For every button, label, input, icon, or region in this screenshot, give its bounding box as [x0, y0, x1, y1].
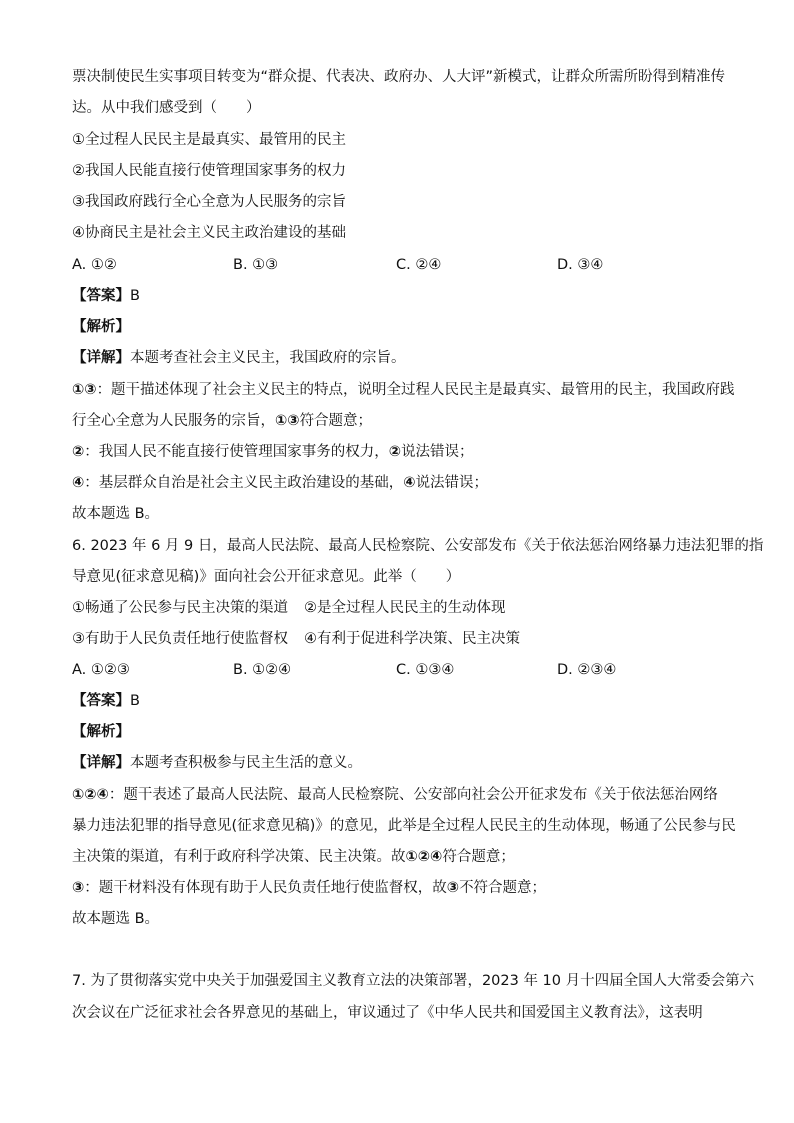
q6-statement-1: ①畅通了公民参与民主决策的渠道: [72, 600, 288, 616]
option-key: ②: [388, 444, 402, 460]
q6-option-b: B. ①②④: [233, 662, 292, 678]
q5-option-d: D. ③④: [557, 257, 604, 273]
q5-detail: [72, 348, 406, 368]
option-key: ①③: [275, 413, 300, 429]
q5-stem-line2: 达。从中我们感受到（ ）: [72, 100, 261, 116]
explanation-text: 说法错误；: [401, 444, 474, 460]
option-key: ①②④: [72, 787, 109, 803]
option-key: ①②④: [405, 849, 443, 865]
option-key: ④: [403, 475, 416, 491]
explanation-text: 主决策的渠道，有利于政府科学决策、民主决策。故: [72, 849, 406, 865]
q5-explanation-3: [72, 473, 488, 493]
q5-answer: [72, 286, 140, 306]
q6-option-d: D. ②③④: [557, 662, 617, 678]
q6-explanation-1-line2: 暴力违法犯罪的指导意见(征求意见稿)》的意见，此举是全过程人民民主的生动体现，畅通了公民参与民: [72, 818, 736, 834]
detail-label: 【详解】: [72, 350, 130, 366]
option-key: ③: [446, 880, 460, 896]
q6-statement-2: ②是全过程人民民主的生动体现: [304, 600, 506, 616]
q6-statement-4: ④有利于促进科学决策、民主决策: [304, 631, 520, 647]
q6-stem-line2: 导意见(征求意见稿)》面向社会公开征求意见。此举（ ）: [72, 569, 461, 585]
q5-statement-3: ③我国政府践行全心全意为人民服务的宗旨: [72, 194, 346, 210]
q5-statement-4: ④协商民主是社会主义民主政治建设的基础: [72, 225, 346, 241]
explanation-text: 不符合题意；: [459, 880, 547, 896]
detail-label: 【详解】: [72, 755, 130, 771]
option-key: ①③: [72, 382, 97, 398]
explanation-text: ：基层群众自治是社会主义民主政治建设的基础，: [84, 475, 404, 491]
q5-option-b: B. ①③: [233, 257, 279, 273]
q5-explanation-1-line2: [72, 411, 372, 431]
explanation-text: ：题干表述了最高人民法院、最高人民检察院、公安部向社会公开征求发布《关于依法惩治网络: [108, 787, 718, 803]
explanation-text: 符合题意；: [442, 849, 515, 865]
option-key: ③: [72, 880, 85, 896]
q6-stem-line1: 6. 2023 年 6 月 9 日，最高人民法院、最高人民检察院、公安部发布《关于依法惩治网络暴力违法犯罪的指: [72, 538, 764, 554]
q5-stem-line1: 票决制使民生实事项目转变为“群众提、代表决、政府办、人大评”新模式，让群众所需所盼得到精准传: [72, 69, 726, 85]
explanation-text: ：我国人民不能直接行使管理国家事务的权力，: [84, 444, 389, 460]
explanation-text: 行全心全意为人民服务的宗旨，: [72, 413, 275, 429]
q6-conclusion: 故本题选 B。: [72, 911, 160, 927]
q6-analysis-label: 【解析】: [72, 724, 130, 740]
explanation-text: ：题干材料没有体现有助于人民负责任地行使监督权，故: [84, 880, 447, 896]
answer-value: B: [130, 288, 140, 304]
q5-statement-1: ①全过程人民民主是最真实、最管用的民主: [72, 132, 346, 148]
q5-statement-2: ②我国人民能直接行使管理国家事务的权力: [72, 163, 346, 179]
q6-statement-3: ③有助于人民负责任地行使监督权: [72, 631, 288, 647]
q6-answer: [72, 691, 140, 711]
explanation-text: 符合题意；: [299, 413, 373, 429]
answer-label: 【答案】: [72, 693, 130, 709]
q5-analysis-label: 【解析】: [72, 319, 130, 335]
detail-text: 本题考查积极参与民主生活的意义。: [130, 755, 362, 771]
q6-explanation-1-line3: [72, 847, 515, 867]
answer-label: 【答案】: [72, 288, 130, 304]
q6-option-a: A. ①②③: [72, 662, 130, 678]
explanation-text: 说法错误；: [415, 475, 489, 491]
q5-option-a: A. ①②: [72, 257, 117, 273]
q6-option-c: C. ①③④: [396, 662, 455, 678]
q5-option-c: C. ②④: [396, 257, 442, 273]
q5-explanation-1-line1: [72, 380, 735, 400]
option-key: ②: [72, 444, 85, 460]
q6-explanation-1-line1: [72, 785, 718, 805]
option-key: ④: [72, 475, 85, 491]
detail-text: 本题考查社会主义民主，我国政府的宗旨。: [130, 350, 406, 366]
q6-detail: [72, 753, 362, 773]
q5-conclusion: 故本题选 B。: [72, 506, 160, 522]
explanation-text: ：题干描述体现了社会主义民主的特点，说明全过程人民民主是最真实、最管用的民主，我国政府践: [96, 382, 735, 398]
q7-stem-line1: 7. 为了贯彻落实党中央关于加强爱国主义教育立法的决策部署，2023 年 10 月十四届全国人大常委会第六: [72, 973, 755, 989]
q6-explanation-2: [72, 878, 546, 898]
q7-stem-line2: 次会议在广泛征求社会各界意见的基础上，审议通过了《中华人民共和国爱国主义教育法》，这表明: [72, 1005, 703, 1021]
q5-explanation-2: [72, 442, 474, 462]
answer-value: B: [130, 693, 140, 709]
